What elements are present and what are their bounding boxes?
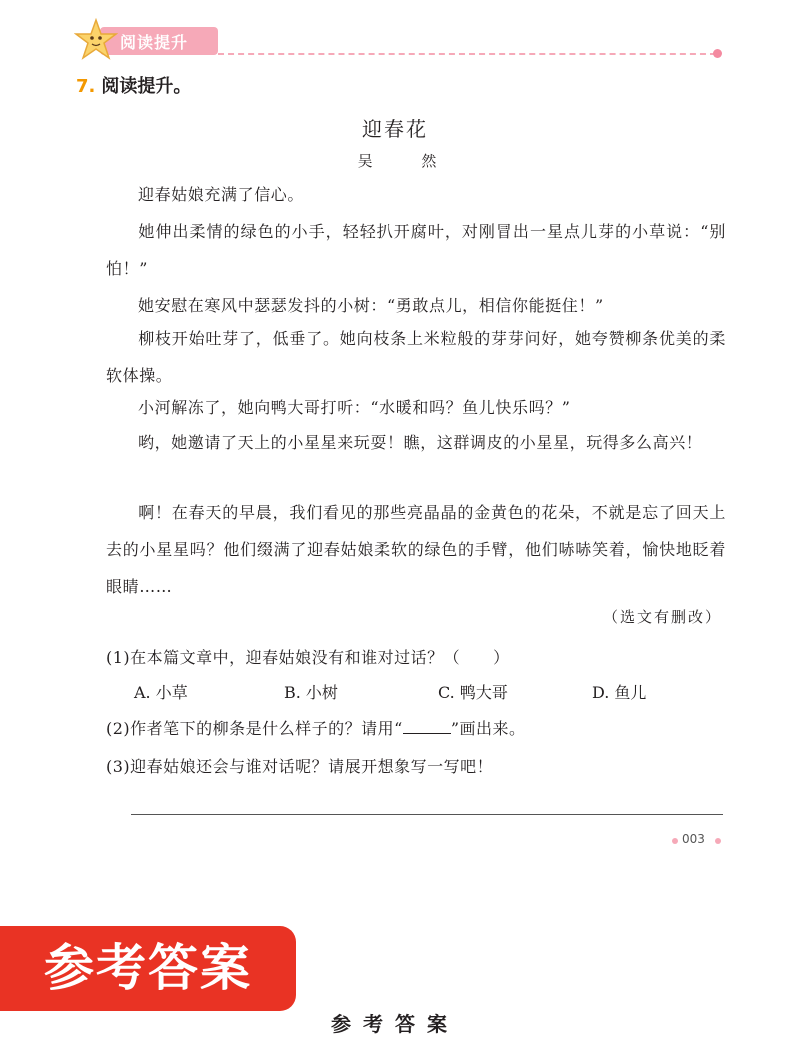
paragraph-text: 她伸出柔情的绿色的小手，轻轻扒开腐叶，对刚冒出一星点儿芽的小草说：“别怕！” [106,222,726,278]
section-header-label: 阅读提升 [120,33,189,52]
paragraph-text: 小河解冻了，她向鸭大哥打听：“水暖和吗？鱼儿快乐吗？” [138,398,571,417]
article-author: 吴 然 [357,152,459,170]
paragraph [106,213,726,287]
question-label: 阅读提升。 [101,76,192,97]
paragraph [106,176,726,213]
question-number: 7. [76,76,96,97]
option-d[interactable]: D. 鱼儿 [592,683,647,702]
answer-key-footer-title: 参考答案 [331,1012,459,1036]
paragraph [106,287,726,324]
option-a[interactable]: A. 小草 [134,683,188,702]
option-b[interactable]: B. 小树 [284,683,338,702]
star-mascot-icon [74,18,118,62]
paragraph [106,389,726,426]
paragraph-text: 啊！在春天的早晨，我们看见的那些亮晶晶的金黄色的花朵，不就是忘了回天上去的小星星吗？他们缀满了迎春姑娘柔软的绿色的手臂，他们哧哧笑着，愉快地眨着眼睛…… [106,503,726,596]
underline-symbol [403,721,451,734]
page-number-dot-right [715,838,721,844]
page-number-dot-left [672,838,678,844]
paragraph-text: 哟，她邀请了天上的小星星来玩耍！瞧，这群调皮的小星星，玩得多么高兴！ [138,433,703,452]
page-number: 003 [682,832,705,846]
option-c[interactable]: C. 鸭大哥 [438,683,508,702]
paragraph-text: 迎春姑娘充满了信心。 [138,185,305,204]
sub-question-2-text-before: (2)作者笔下的柳条是什么样子的？请用“ [106,719,403,738]
paragraph [106,424,726,461]
sub-question-2-text-after: ”画出来。 [450,719,526,738]
sub-question-3: (3)迎春姑娘还会与谁对话呢？请展开想象写一写吧！ [106,757,494,776]
question-heading [76,72,191,98]
paragraph-text: 她安慰在寒风中瑟瑟发抖的小树：“勇敢点儿，相信你能挺住！” [138,296,604,315]
paragraph [106,494,726,605]
article-title: 迎春花 [362,117,428,141]
header-dot [713,49,722,58]
answer-key-banner: 参考答案 [0,926,296,1011]
header-dashed-line [218,53,716,55]
source-note: （选文有删改） [602,608,722,626]
paragraph-text: 柳枝开始吐芽了，低垂了。她向枝条上米粒般的芽芽问好，她夸赞柳条优美的柔软体操。 [106,329,726,385]
sub-question-2 [106,716,526,739]
answer-writing-line[interactable] [131,814,723,815]
paragraph [106,320,726,394]
sub-question-1: (1)在本篇文章中，迎春姑娘没有和谁对过话？（ ） [106,648,510,667]
